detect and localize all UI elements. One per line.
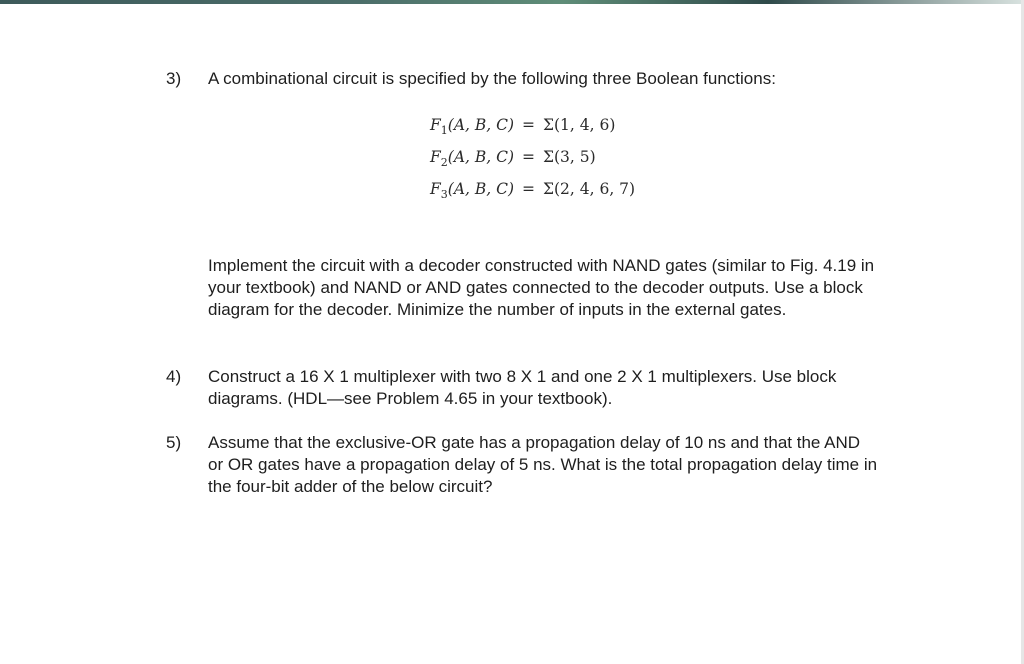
boolean-equations — [430, 114, 635, 210]
f3-minterms: Σ(2, 4, 6, 7) — [543, 180, 636, 198]
equation-f2 — [430, 146, 635, 178]
top-border-strip — [0, 0, 1024, 4]
question-5-number: 5) — [166, 433, 182, 452]
f3-equals: = — [522, 180, 536, 198]
f2-args: (A, B, C) — [447, 148, 515, 166]
equation-f1 — [430, 114, 635, 146]
f2-subscript: 2 — [440, 156, 448, 170]
f1-minterms: Σ(1, 4, 6) — [543, 116, 616, 134]
f1-subscript: 1 — [440, 124, 448, 138]
question-5-text: Assume that the exclusive-OR gate has a propagation delay of 10 ns and that the AND or OR gates have a propagation delay of 5 ns. What is the total propagation delay time in the four-bit adder of the below circuit? — [208, 433, 878, 496]
f2-minterms: Σ(3, 5) — [543, 148, 596, 166]
question-3-instructions: Implement the circuit with a decoder constructed with NAND gates (similar to Fig. 4.19 in your textbook) and NAND or AND gates connected to the decoder outputs. Use a block diagram for the decoder. Minimize the number of inputs in the external gates. — [208, 256, 875, 319]
f3-name: F — [430, 180, 441, 198]
f1-equals: = — [522, 116, 536, 134]
f1-args: (A, B, C) — [447, 116, 515, 134]
f3-subscript: 3 — [440, 188, 448, 202]
question-3-number: 3) — [166, 69, 182, 88]
question-4-number: 4) — [166, 367, 182, 386]
f3-args: (A, B, C) — [447, 180, 515, 198]
f2-equals: = — [522, 148, 536, 166]
f2-name: F — [430, 148, 441, 166]
question-3-text: A combinational circuit is specified by the following three Boolean functions: — [208, 69, 776, 88]
equation-f3 — [430, 178, 635, 210]
f1-name: F — [430, 116, 441, 134]
question-4-text: Construct a 16 X 1 multiplexer with two 8 X 1 and one 2 X 1 multiplexers. Use block diagrams. (HDL—see Problem 4.65 in your textbook). — [208, 367, 837, 408]
